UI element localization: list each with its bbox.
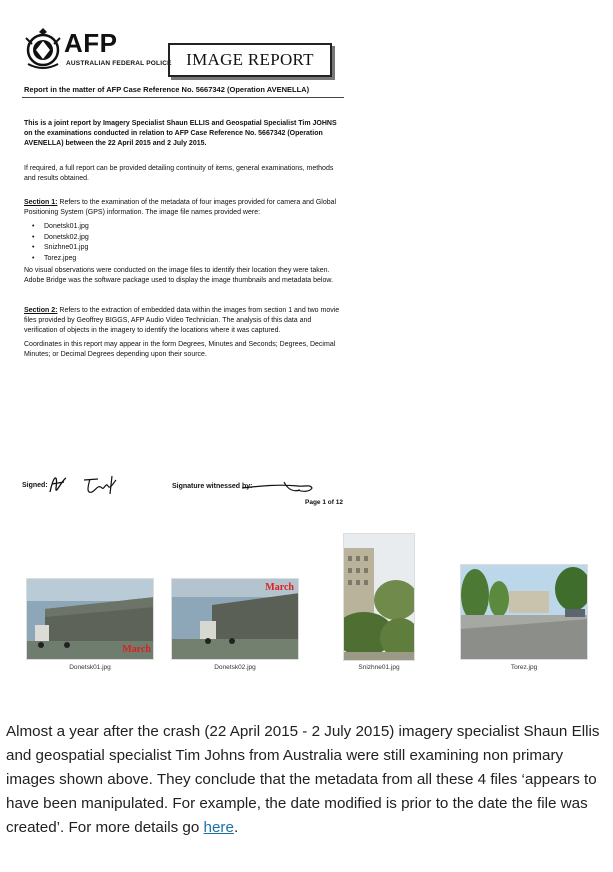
section-2-paragraph — [24, 306, 346, 336]
divider — [22, 97, 344, 98]
intro-paragraph: This is a joint report by Imagery Specialist Shaun ELLIS and Geospatial Specialist Tim JOHNS on the examinations conducted in relation to AFP Case Reference No. 5667342 (Operation AVENELLA) between the 22 April 2015 and 2 July 2015. — [24, 120, 337, 147]
thumbnail-snizhne01[interactable] — [343, 533, 415, 661]
details-link[interactable]: here — [203, 819, 234, 836]
witness-label: Signature witnessed by: — [172, 483, 253, 490]
watermark-label: March — [122, 644, 151, 655]
page-number: Page 1 of 12 — [305, 499, 343, 506]
section-2-heading: Section 2: — [24, 307, 58, 314]
thumbnail-caption: Donetsk01.jpg — [69, 664, 111, 671]
section-2-text: Refers to the extraction of embedded data within the images from section 1 and two movie files provided by Geoffrey BIGGS, AFP Audio Video Technician. The analysis of this data and verification of objects in the imagery to identify the locations where it was captured. — [24, 307, 340, 334]
list-item: • Snizhne01.jpg — [32, 243, 89, 254]
thumbnail-caption: Snizhne01.jpg — [358, 664, 400, 671]
coordinates-note: Coordinates in this report may appear in the form Degrees, Minutes and Seconds; Degrees, Decimal Minutes; or Decimal Degrees depending upon their source. — [24, 341, 336, 358]
agency-name: AFP — [64, 28, 118, 58]
section-1-text: Refers to the examination of the metadata of four images provided for camera and Global Positioning System (GPS) information. The image file names provided were: — [24, 199, 337, 216]
section-1-note: No visual observations were conducted on the image files to identify their location they were taken. Adobe Bridge was the software package used to display the image thumbnails and metadata below. — [24, 267, 333, 284]
case-reference: Report in the matter of AFP Case Reference No. 5667342 (Operation AVENELLA) — [24, 85, 310, 94]
agency-subtitle: AUSTRALIAN FEDERAL POLICE — [66, 60, 172, 67]
section-1-heading: Section 1: — [24, 199, 58, 206]
thumbnail-torez[interactable] — [460, 564, 588, 660]
thumbnail-caption: Torez.jpg — [510, 664, 538, 671]
thumbnail-donetsk02[interactable] — [171, 578, 299, 660]
thumbnail-caption: Donetsk02.jpg — [214, 664, 256, 671]
photo-image — [344, 534, 415, 661]
file-list — [32, 222, 89, 264]
full-report-note: If required, a full report can be provided detailing continuity of items, general examinations, methods and results obtained. — [24, 165, 334, 182]
article-text: Almost a year after the crash (22 April 2015 - 2 July 2015) imagery specialist Shaun Ellis and geospatial specialist Tim Johns from Australia were still examining non primary images shown above. They conclude that the metadata from all these 4 files ‘appears to have been manipulated. For example, the date modified is prior to the date the file was created’. For more details go — [6, 723, 600, 836]
list-item: • Torez.jpeg — [32, 254, 89, 265]
signed-label: Signed: — [22, 482, 48, 489]
list-item: • Donetsk01.jpg — [32, 222, 89, 233]
list-item: • Donetsk02.jpg — [32, 233, 89, 244]
article-text-end: . — [233, 819, 239, 836]
thumbnail-donetsk01[interactable] — [26, 578, 154, 660]
section-1-paragraph — [24, 198, 346, 218]
report-title: IMAGE REPORT — [168, 43, 332, 77]
crest-icon — [24, 26, 62, 72]
witness-signature-image — [240, 478, 320, 496]
afp-logo — [22, 26, 172, 78]
photo-image — [461, 565, 588, 660]
watermark-label: March — [265, 582, 294, 593]
signature-image — [44, 470, 134, 500]
article-paragraph — [6, 720, 606, 840]
